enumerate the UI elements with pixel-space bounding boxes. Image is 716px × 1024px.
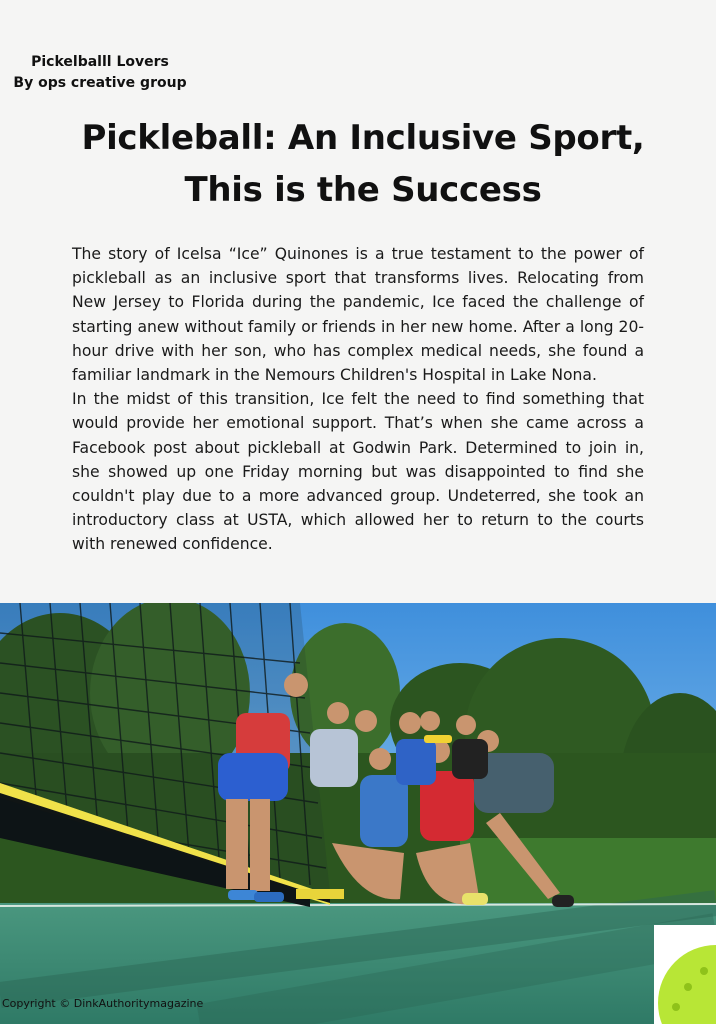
copyright-notice: Copyright © DinkAuthoritymagazine — [2, 997, 204, 1010]
article-title-line-1: Pickleball: An Inclusive Sport, — [81, 118, 645, 158]
article-title-line-2: This is the Success — [184, 170, 542, 210]
article-title — [40, 112, 686, 216]
publication-name: Pickelballl Lovers — [31, 54, 169, 70]
group-photo-icon — [0, 603, 716, 1024]
publication-byline: By ops creative group — [13, 75, 187, 91]
group-photo — [0, 603, 716, 1024]
article-paragraph-2: In the midst of this transition, Ice felt the need to find something that would provide her emotional support. That’s when she came across a Facebook post about pickleball at Godwin Park. Determined to join in, she showed up one Friday morning but was disappointed to find she couldn't play due to a more advanced group. Undeterred, she took an introductory class at USTA, which allowed her to return to the courts with renewed confidence. — [72, 390, 644, 554]
article-body — [72, 242, 644, 557]
article-paragraph-1: The story of Icelsa “Ice” Quinones is a true testament to the power of pickleball as an inclusive sport that transforms lives. Relocating from New Jersey to Florida during the pandemic, Ice faced the challenge of starting anew without family or friends in her new home. After a long 20-hour drive with her son, who has complex medical needs, she found a familiar landmark in the Nemours Children's Hospital in Lake Nona. — [72, 245, 644, 385]
publication-header — [10, 52, 190, 94]
